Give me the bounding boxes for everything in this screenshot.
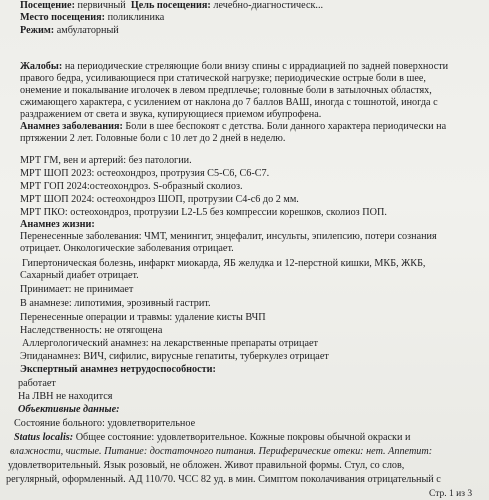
status-localis-line: [14, 432, 410, 444]
complaints-line: сжимающего характера, с усилением от наклона до 7 баллов ВАШ, иногда с тошнотой, иногда с: [20, 97, 438, 108]
complaints-line: онемение и покалывание иголочек в левом предплечье; головные боли в затылочных областях,: [20, 85, 432, 96]
expert-line: работает: [18, 378, 56, 389]
goal-value: лечебно-диагностическ...: [213, 0, 324, 11]
goal-label: Цель посещения:: [130, 0, 211, 11]
anamnesis-life-label: Анамнез жизни:: [20, 219, 95, 230]
mode-row: [20, 25, 119, 37]
study-line: МРТ ГМ, вен и артерий: без патологии.: [20, 155, 192, 166]
visit-value: первичный: [77, 0, 126, 11]
anamnesis-life-line: Эпиданамнез: ВИЧ, сифилис, вирусные гепатиты, туберкулез отрицает: [20, 351, 329, 362]
complaints-line: раздражением от света и звука, купирующиеся приемом ибупрофена.: [20, 109, 322, 120]
complaints-line: [20, 61, 448, 73]
objective-label: Объективные данные:: [18, 404, 120, 415]
complaints-line: правого бедра, усиливающиеся при статической нагрузке; периодические острые боли в шее,: [20, 73, 426, 84]
place-value: поликлиника: [107, 12, 165, 23]
complaints-label: Жалобы:: [20, 61, 63, 72]
anamnesis-life-line: Перенесенные заболевания: ЧМТ, менингит, энцефалит, инсульты, эпилепсию, потери сознания: [20, 231, 437, 242]
objective-line: Состояние больного: удовлетворительное: [14, 418, 196, 429]
status-localis-line: регулярный, оформленный. АД 110/70. ЧСС 82 уд. в мин. Симптом поколачивания отрицательный с: [6, 474, 441, 485]
status-localis-text: Общее состояние: удовлетворительное. Кожные покровы обычной окраски и: [75, 432, 411, 443]
anamnesis-life-line: Сахарный диабет отрицает.: [20, 270, 139, 281]
place-label: Место посещения:: [20, 12, 106, 23]
page-number: Стр. 1 из 3: [429, 489, 473, 499]
anamnesis-disease-label: Анамнез заболевания:: [20, 121, 123, 132]
anamnesis-life-line: Гипертоническая болезнь, инфаркт миокарда, ЯБ желудка и 12-перстной кишки, МКБ, ЖКБ,: [22, 258, 426, 269]
visit-row: [20, 0, 323, 12]
anamnesis-life-line: отрицает. Онкологические заболевания отрицает.: [20, 243, 234, 254]
mode-value: амбулаторный: [56, 25, 119, 36]
complaints-text: на периодические стреляющие боли внизу спины с иррадиацией по задней поверхности: [64, 61, 449, 72]
expert-line: На ЛВН не находится: [18, 391, 113, 402]
study-line: МРТ ПКО: остеохондроз, протрузии L2-L5 без компрессии корешков, сколиоз ПОП.: [20, 207, 387, 218]
mode-label: Режим:: [20, 25, 55, 36]
status-localis-line: удовлетворительный. Язык розовый, не обложен. Живот правильной формы. Стул, со слов,: [8, 460, 405, 471]
status-localis-line: влажности, чистые. Питание: достаточного питания. Периферические отеки: нет. Аппетит:: [10, 446, 433, 457]
visit-label: Посещение:: [20, 0, 75, 11]
expert-label: Экспертный анамнез нетрудоспособности:: [20, 364, 216, 375]
study-line: МРТ ШОП 2024: остеохондроз ШОП, протрузии С4-с6 до 2 мм.: [20, 194, 299, 205]
anamnesis-disease-line: пртяжении 2 лет. Головные боли с 10 лет до 2 дней в неделю.: [20, 133, 286, 144]
anamnesis-life-line: В анамнезе: липотимия, эрозивный гастрит.: [20, 298, 211, 309]
anamnesis-life-line: Наследственность: не отягощена: [20, 325, 163, 336]
anamnesis-life-line: Аллергологический анамнез: на лекарственные препараты отрицает: [22, 338, 318, 349]
study-line: МРТ ШОП 2023: остеохондроз, протрузия С5-С6, С6-С7.: [20, 168, 270, 179]
anamnesis-life-line: Перенесенные операции и травмы: удаление кисты ВЧП: [20, 312, 266, 323]
study-line: МРТ ГОП 2024:остеохондроз. S-образный сколиоз.: [20, 181, 243, 192]
anamnesis-life-line: Принимает: не принимает: [20, 284, 134, 295]
anamnesis-disease-line: [20, 121, 446, 133]
anamnesis-disease-text: Боли в шее беспокоят с детства. Боли данного характера периодически на: [125, 121, 447, 132]
place-row: [20, 12, 164, 24]
status-localis-label: Status localis:: [14, 432, 74, 443]
